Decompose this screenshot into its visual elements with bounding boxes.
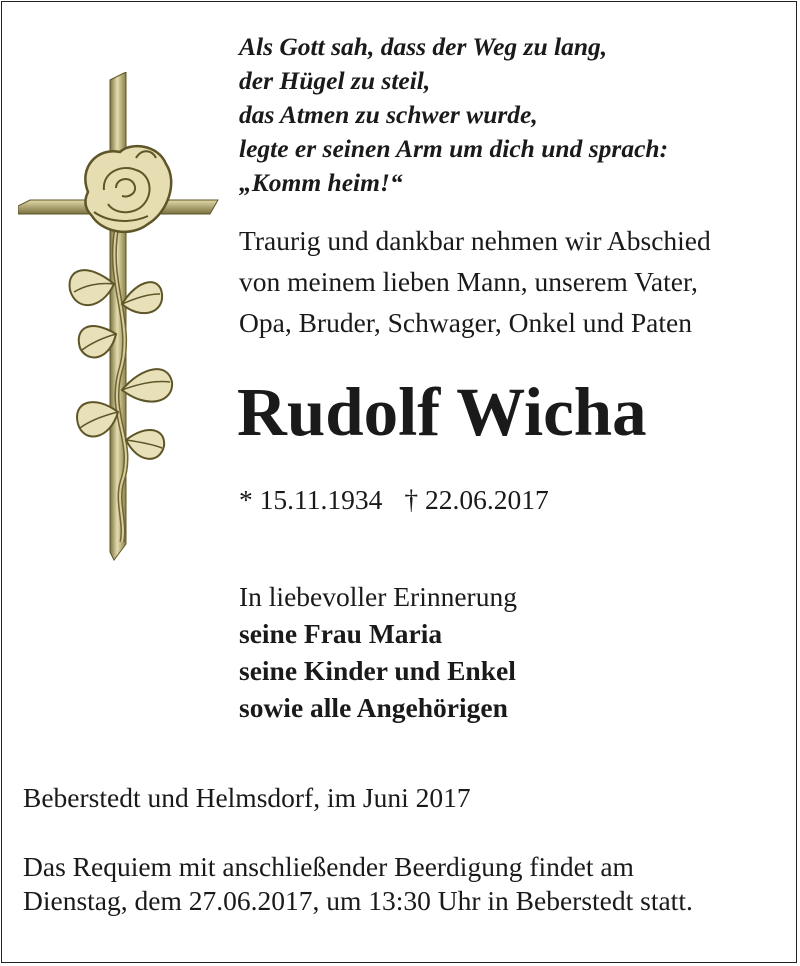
cross-with-rose-icon [18, 72, 223, 562]
mourner-name: seine Frau Maria [239, 618, 443, 649]
intro-line: von meinem lieben Mann, unserem Vater, [239, 266, 698, 297]
signoff [239, 578, 517, 726]
deceased-name: Rudolf Wicha [237, 374, 647, 450]
death-date: † 22.06.2017 [404, 484, 549, 515]
intro-line: Traurig und dankbar nehmen wir Abschied [239, 225, 711, 256]
birth-date: * 15.11.1934 [239, 484, 383, 515]
intro-line: Opa, Bruder, Schwager, Onkel und Paten [239, 307, 692, 338]
poem-line: „Komm heim!“ [239, 168, 403, 197]
farewell-intro [239, 220, 711, 343]
place-and-date: Beberstedt und Helmsdorf, im Juni 2017 [23, 782, 471, 813]
mourner-name: seine Kinder und Enkel [239, 655, 516, 686]
requiem-info [23, 850, 693, 918]
poem-line: der Hügel zu steil, [239, 66, 431, 95]
poem [239, 30, 668, 200]
requiem-line: Das Requiem mit anschließender Beerdigung findet am [23, 851, 634, 882]
obituary-notice [1, 1, 797, 963]
poem-line: legte er seinen Arm um dich und sprach: [239, 134, 669, 163]
requiem-line: Dienstag, dem 27.06.2017, um 13:30 Uhr in Beberstedt statt. [23, 885, 693, 916]
poem-line: Als Gott sah, dass der Weg zu lang, [239, 32, 608, 61]
signoff-lead: In liebevoller Erinnerung [239, 581, 517, 612]
mourner-name: sowie alle Angehörigen [239, 692, 508, 723]
poem-line: das Atmen zu schwer wurde, [239, 100, 538, 129]
life-dates [239, 482, 549, 518]
